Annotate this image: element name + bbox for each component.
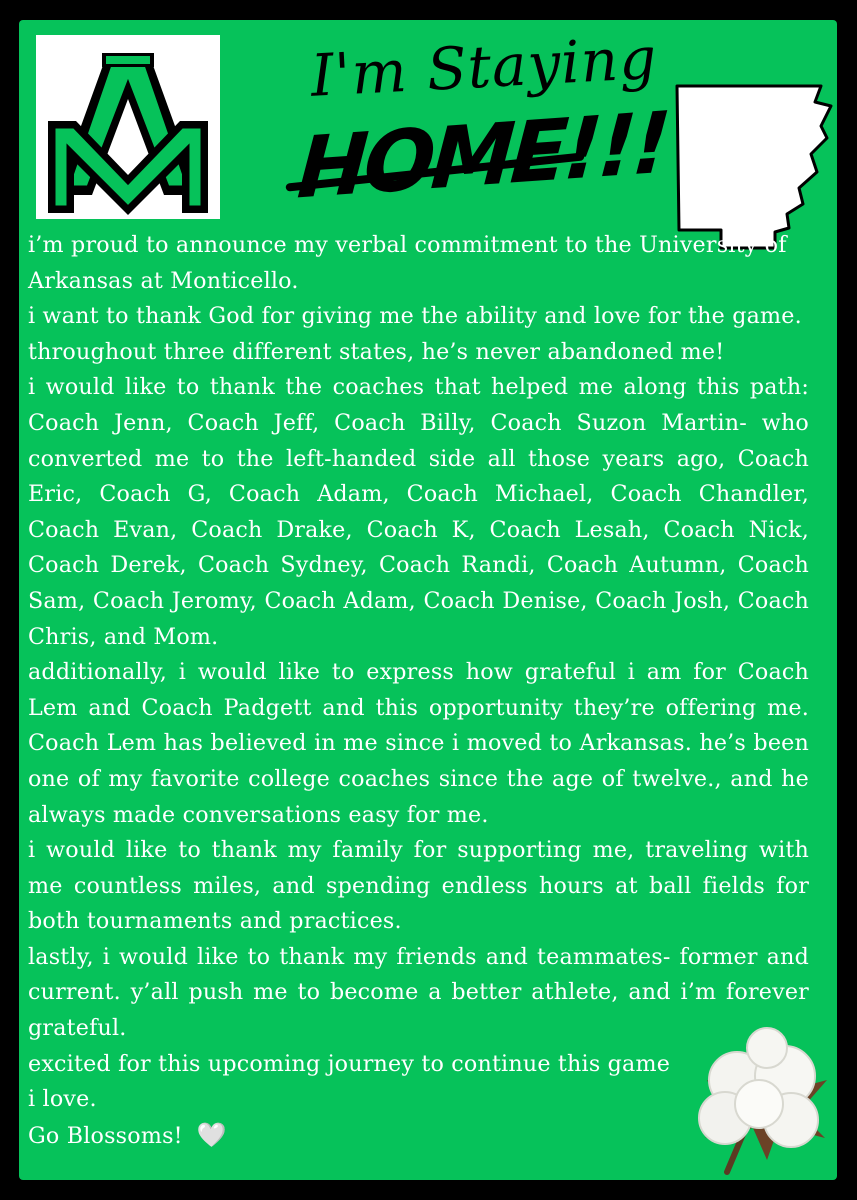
uam-logo [36,35,220,219]
closing-text: Go Blossoms! [28,1122,183,1149]
cotton-boll-icon [687,1020,837,1180]
paragraph-family: i would like to thank my family for supporting me, traveling with me countless miles, and spending endless hours at ball fields for both tournaments and practices. [28,837,809,935]
paragraph-coaches: i would like to thank the coaches that helped me along this path: Coach Jenn, Coach Jeff, Coach Billy, Coach Suzon Martin- who converted me to the left-handed side all those years ago, Coach Eric, Coach G, Coach Adam, Coach Michael, Coach Chandler, Coach Evan, Coach Drake, Coach K, Coach Lesah, Coach Nick, Coach Derek, Coach Sydney, Coach Randi, Coach Autumn, Coach Sam, Coach Jeromy, Coach Adam, Coach Denise, Coach Josh, Coach Chris, and Mom. [28,374,809,650]
paragraph-three-states: throughout three different states, he’s never abandoned me! [28,338,725,365]
uam-logo-icon [36,35,220,219]
paragraph-thanks-god: i want to thank God for giving me the ability and love for the game. [28,303,802,330]
paragraph-grateful: additionally, i would like to express how grateful i am for Coach Lem and Coach Padgett and this opportunity they’re offering me. Coach Lem has believed in me since i moved to Arkansas. he’s been one of my favorite college coaches since the age of twelve., and he always made conversations easy for me. [28,659,809,828]
paragraph-friends: lastly, i would like to thank my friends and teammates- former and current. y’all push me to become a better athlete, and i’m forever grateful. [28,943,809,1042]
announcement-panel [19,20,837,1180]
paragraph-commitment: i’m proud to announce my verbal commitment to the University of Arkansas at Monticello. [28,232,787,294]
paragraph-excited-line2: i love. [28,1086,97,1113]
title-im-staying: I'm Staying [309,23,659,110]
announcement-body [28,228,809,1154]
title-home: HOME!!! [294,93,671,218]
white-heart-icon: 🤍 [196,1120,227,1149]
arkansas-state-icon [671,80,836,250]
paragraph-excited-line1: excited for this upcoming journey to continue this game [28,1050,671,1077]
